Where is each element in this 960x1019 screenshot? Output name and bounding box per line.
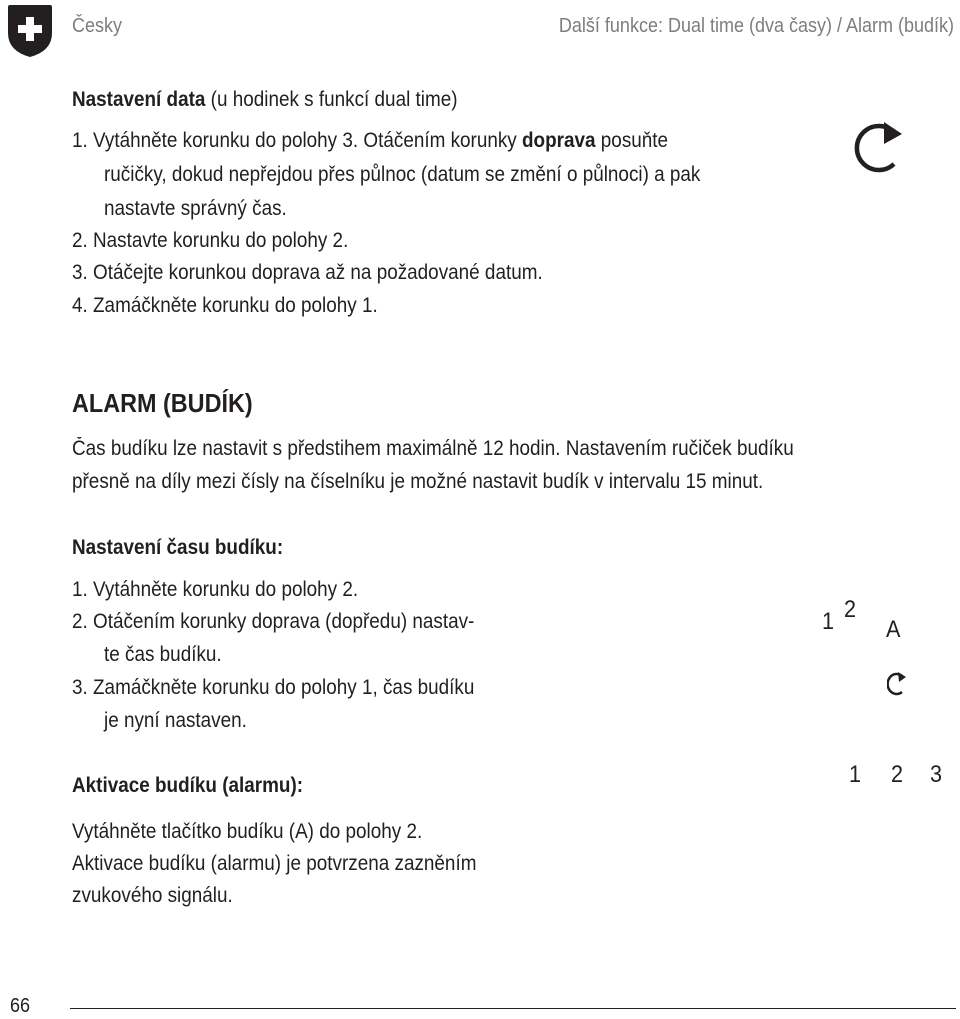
crown-position-3: 3 (930, 761, 943, 788)
date-step-3: 3. Otáčejte korunkou doprava až na požadované datum. (72, 261, 543, 284)
date-setting-title (72, 88, 458, 112)
date-setting-title-bold: Nastavení data (72, 88, 206, 111)
alarm-set-step-3: 3. Zamáčkněte korunku do polohy 1, čas budíku (72, 676, 475, 699)
header-language: Česky (72, 15, 123, 37)
date-step-1-text-a: 1. Vytáhněte korunku do polohy 3. Otáčením korunky (72, 129, 523, 152)
date-step-1-bold: doprava (522, 129, 596, 152)
date-setting-title-rest: (u hodinek s funkcí dual time) (205, 88, 458, 111)
page-number: 66 (10, 995, 31, 1017)
date-step-1-line2: ručičky, dokud nepřejdou přes půlnoc (datum se změní o půlnoci) a pak (104, 163, 701, 186)
alarm-activate-title: Aktivace budíku (alarmu): (72, 774, 304, 797)
clockwise-arrow-icon (854, 118, 914, 174)
date-step-2: 2. Nastavte korunku do polohy 2. (72, 229, 349, 252)
crown-position-1: 1 (849, 761, 862, 788)
alarm-set-step-2: 2. Otáčením korunky doprava (dopředu) nastav- (72, 610, 475, 633)
date-step-4: 4. Zamáčkněte korunku do polohy 1. (72, 294, 378, 317)
alarm-intro-line1: Čas budíku lze nastavit s předstihem maximálně 12 hodin. Nastavením ručiček budíku (72, 437, 794, 460)
header-section-title: Další funkce: Dual time (dva časy) / Alarm (budík) (558, 15, 954, 37)
alarm-activate-line2: Aktivace budíku (alarmu) je potvrzena zazněním (72, 852, 477, 875)
crown-position-2: 2 (891, 761, 904, 788)
alarm-activate-line1: Vytáhněte tlačítko budíku (A) do polohy 2. (72, 820, 423, 843)
alarm-set-step-2-line2: te čas budíku. (104, 643, 222, 666)
small-clockwise-arrow-icon (887, 670, 913, 698)
alarm-activate-line3: zvukového signálu. (72, 884, 233, 907)
footer-divider (70, 1008, 956, 1009)
alarm-section-title: ALARM (BUDÍK) (72, 388, 253, 418)
alarm-set-step-3-line2: je nyní nastaven. (104, 709, 247, 732)
date-step-1 (72, 129, 668, 153)
diagram-label-1: 1 (822, 608, 835, 635)
alarm-set-title: Nastavení času budíku: (72, 536, 284, 559)
diagram-label-2: 2 (844, 596, 857, 623)
swiss-cross-shield-icon (6, 3, 54, 59)
date-step-1-text-b: posuňte (595, 129, 669, 152)
alarm-set-step-1: 1. Vytáhněte korunku do polohy 2. (72, 578, 359, 601)
alarm-intro-line2: přesně na díly mezi čísly na číselníku je možné nastavit budík v intervalu 15 minut. (72, 470, 764, 493)
diagram-label-a: A (886, 616, 901, 643)
date-step-1-line3: nastavte správný čas. (104, 197, 287, 220)
